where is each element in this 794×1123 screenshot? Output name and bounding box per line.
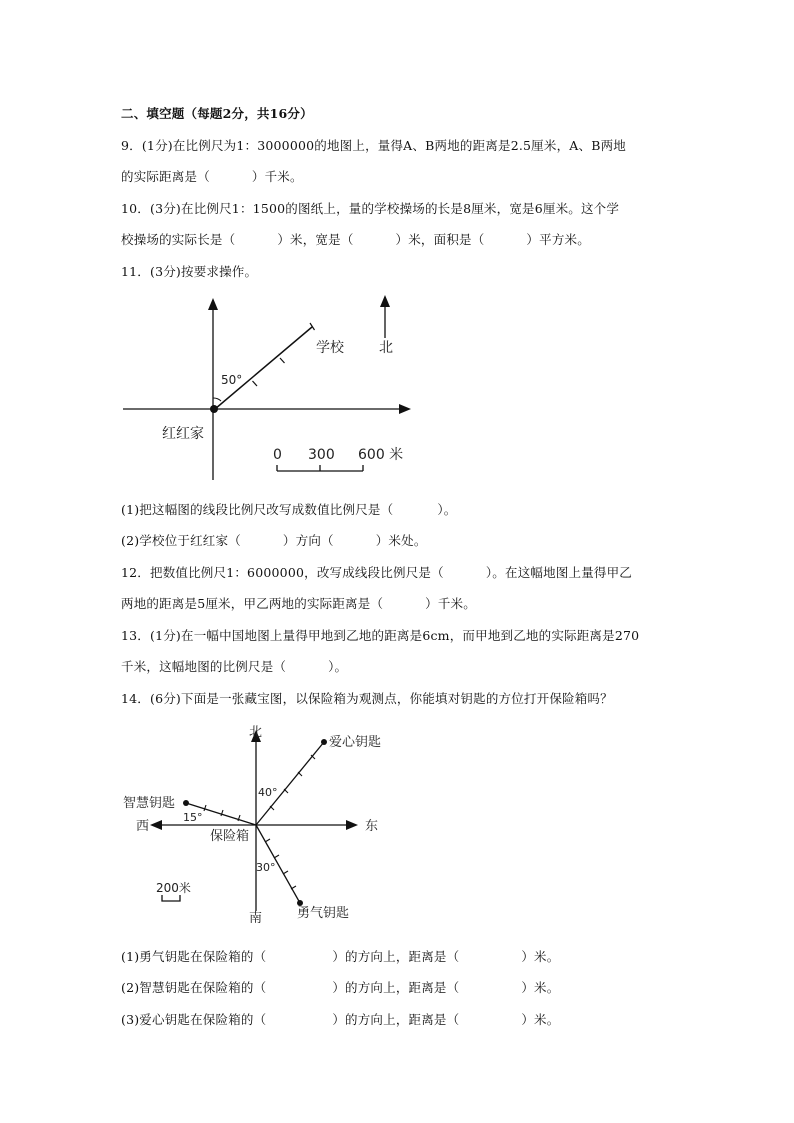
q12-line1 bbox=[121, 563, 632, 581]
q14-center-label: 保险箱 bbox=[210, 829, 250, 844]
q14-sub3-text-a: (3)爱心钥匙在保险箱的（ bbox=[121, 1012, 267, 1027]
q14-scale-label: 200米 bbox=[156, 881, 191, 895]
q9-line2 bbox=[121, 167, 303, 185]
q11-horizontal-arrow bbox=[399, 404, 411, 414]
q11-sub1-text-a: (1)把这幅图的线段比例尺改写成数值比例尺是（ bbox=[121, 502, 394, 517]
q13-text-a: 千米，这幅地图的比例尺是（ bbox=[121, 659, 287, 674]
q14-wisdom-dot bbox=[183, 800, 189, 806]
q14-sub2-text-b: ）的方向上，距离是（ bbox=[332, 980, 460, 995]
q11-ray-tick bbox=[280, 358, 285, 363]
q13-text-b: ）。 bbox=[328, 659, 348, 674]
q11-vertical-arrow bbox=[208, 298, 218, 310]
q14-angle-40: 40° bbox=[258, 786, 278, 799]
q10-line1: 10．(3分)在比例尺1：1500的图纸上，量的学校操场的长是8厘米，宽是6厘米。这个学 bbox=[121, 201, 620, 216]
q14-love-dot bbox=[321, 739, 327, 745]
q12-text-b: ）。在这幅地图上量得甲乙 bbox=[485, 565, 632, 580]
q10-text-d: ）平方米。 bbox=[526, 232, 590, 247]
q11-origin-dot bbox=[210, 405, 218, 413]
q11-sub2 bbox=[121, 531, 427, 549]
q11-line: 11．(3分)按要求操作。 bbox=[121, 264, 258, 279]
q14-sub1 bbox=[121, 947, 559, 965]
q14-east-label: 东 bbox=[365, 819, 379, 834]
q12-text-a: 12．把数值比例尺1：6000000，改写成线段比例尺是（ bbox=[121, 565, 444, 580]
q11-sub1 bbox=[121, 500, 456, 518]
q11-sub2-text-b: ）方向（ bbox=[282, 533, 334, 548]
q14-sub3-text-b: ）的方向上，距离是（ bbox=[332, 1012, 460, 1027]
q11-north-arrowhead bbox=[380, 295, 390, 307]
q10-text-c: ）米，面积是（ bbox=[395, 232, 485, 247]
q9-line1: 9．(1分)在比例尺为1：3000000的地图上，量得A、B两地的距离是2.5厘米，A、B两地 bbox=[121, 138, 626, 153]
q12-text-c: 两地的距离是5厘米，甲乙两地的实际距离是（ bbox=[121, 596, 384, 611]
q14-east-arrowhead bbox=[346, 820, 358, 830]
q14-sub3 bbox=[121, 1010, 559, 1028]
q11-angle-label: 50° bbox=[221, 373, 243, 387]
q13-line1: 13．(1分)在一幅中国地图上量得甲地到乙地的距离是6cm，而甲地到乙地的实际距离是270 bbox=[121, 628, 640, 643]
q14-sub1-text-c: ）米。 bbox=[521, 949, 560, 964]
q14-angle-15: 15° bbox=[183, 811, 203, 824]
q14-angle-30: 30° bbox=[256, 861, 276, 874]
q14-diagram bbox=[110, 718, 400, 928]
q14-brave-label: 勇气钥匙 bbox=[297, 906, 350, 921]
q14-west-label: 西 bbox=[136, 819, 150, 834]
q13-line2 bbox=[121, 657, 347, 675]
q11-sub2-text-a: (2)学校位于红红家（ bbox=[121, 533, 241, 548]
q11-home-label: 红红家 bbox=[162, 426, 204, 442]
q11-sub2-text-c: ）米处。 bbox=[375, 533, 427, 548]
q11-north-label: 北 bbox=[379, 340, 393, 356]
q14-sub2-text-c: ）米。 bbox=[521, 980, 560, 995]
q14-sub3-text-c: ）米。 bbox=[521, 1012, 560, 1027]
q14-north-label: 北 bbox=[249, 725, 263, 740]
q12-text-d: ）千米。 bbox=[425, 596, 476, 611]
q14-love-label: 爱心钥匙 bbox=[329, 735, 382, 750]
q14-west-arrowhead bbox=[150, 820, 162, 830]
q11-school-label: 学校 bbox=[316, 340, 344, 356]
q14-sub1-text-b: ）的方向上，距离是（ bbox=[332, 949, 460, 964]
q9-text-b: ）千米。 bbox=[251, 169, 303, 184]
q14-line: 14．(6分)下面是一张藏宝图，以保险箱为观测点，你能填对钥匙的方位打开保险箱吗？ bbox=[121, 691, 613, 706]
q11-scale-bar bbox=[273, 446, 403, 471]
q11-sub1-text-b: ）。 bbox=[437, 502, 457, 517]
q14-south-label: 南 bbox=[249, 911, 263, 926]
q9-text-a: 的实际距离是（ bbox=[121, 169, 210, 184]
q11-scale-300: 300 bbox=[308, 447, 335, 463]
q10-line2 bbox=[121, 230, 590, 248]
q11-school-ray bbox=[215, 327, 312, 409]
q10-text-b: ）米，宽是（ bbox=[277, 232, 354, 247]
q11-diagram bbox=[115, 290, 425, 490]
q11-scale-0: 0 bbox=[273, 447, 282, 463]
q14-scale-bar bbox=[156, 880, 191, 901]
q12-line2 bbox=[121, 594, 476, 612]
q14-sub2-text-a: (2)智慧钥匙在保险箱的（ bbox=[121, 980, 267, 995]
q11-scale-600: 600 米 bbox=[358, 447, 404, 463]
q11-angle-arc bbox=[213, 398, 221, 401]
q14-sub2 bbox=[121, 978, 559, 996]
q14-love-ray bbox=[256, 742, 324, 825]
section-title: 二、填空题（每题2分，共16分） bbox=[121, 106, 313, 121]
q10-text-a: 校操场的实际长是（ bbox=[121, 232, 236, 247]
q14-sub1-text-a: (1)勇气钥匙在保险箱的（ bbox=[121, 949, 267, 964]
q11-ray-tick bbox=[253, 381, 258, 386]
q14-wisdom-label: 智慧钥匙 bbox=[123, 796, 176, 811]
